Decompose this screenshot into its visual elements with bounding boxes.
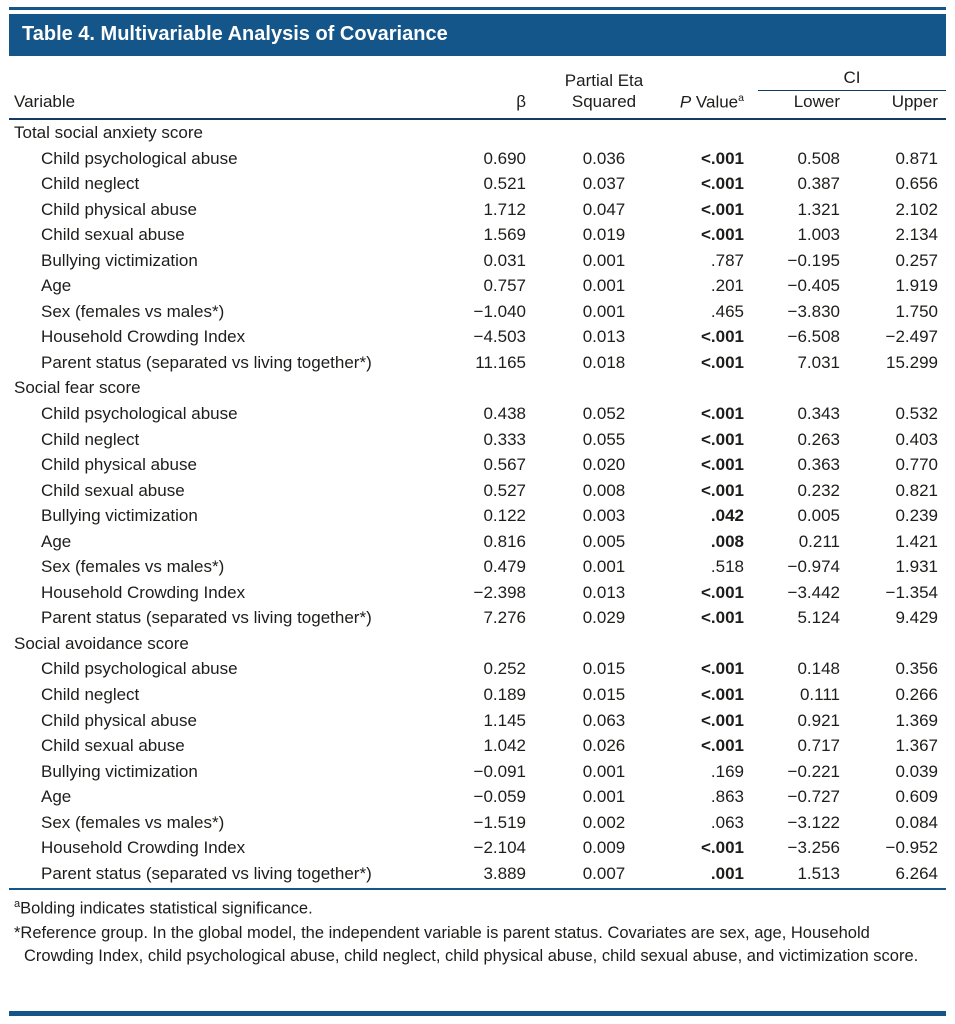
p-cell: <.001 [700, 710, 744, 730]
lower-cell: 0.921 [797, 710, 840, 730]
eta-cell: 0.055 [582, 429, 626, 449]
p-cell: .008 [710, 531, 744, 551]
beta-cell: 0.333 [483, 429, 526, 449]
eta-cell: 0.047 [582, 199, 626, 219]
variable-cell: Age [41, 276, 72, 296]
lower-cell: 1.003 [797, 225, 840, 245]
variable-cell: Parent status (separated vs living together*) [41, 352, 372, 372]
variable-cell: Household Crowding Index [41, 838, 246, 858]
beta-cell: 0.031 [483, 250, 526, 270]
variable-cell: Child psychological abuse [41, 659, 238, 679]
data-row [9, 657, 946, 683]
variable-cell: Bullying victimization [41, 250, 198, 270]
lower-cell: −0.974 [787, 557, 840, 577]
lower-cell: 0.508 [797, 148, 840, 168]
lower-cell: 0.232 [797, 480, 840, 500]
variable-cell: Age [41, 787, 72, 807]
p-value-rest: Value [695, 92, 739, 112]
top-rule [9, 7, 946, 10]
p-cell: <.001 [700, 582, 744, 602]
eta-cell: 0.019 [582, 225, 626, 245]
upper-cell: 0.403 [895, 429, 938, 449]
header-variable: Variable [9, 91, 464, 120]
upper-cell: 0.239 [895, 506, 938, 526]
data-row [9, 401, 946, 427]
data-row [9, 197, 946, 223]
variable-cell: Household Crowding Index [41, 582, 246, 602]
header-row-main [9, 91, 946, 120]
eta-cell: 0.007 [582, 863, 626, 883]
beta-cell: −2.398 [473, 582, 526, 602]
data-row [9, 580, 946, 606]
upper-cell: 0.770 [895, 455, 938, 475]
bottom-rule [9, 1011, 946, 1016]
upper-cell: 1.919 [895, 276, 938, 296]
header-spacer-p [660, 58, 758, 91]
table-header [9, 58, 946, 119]
beta-cell: −0.091 [473, 761, 526, 781]
upper-cell: 2.134 [895, 225, 938, 245]
header-row-group [9, 58, 946, 91]
eta-cell: 0.009 [582, 838, 626, 858]
lower-cell: −3.830 [787, 301, 840, 321]
data-row [9, 274, 946, 300]
eta-cell: 0.037 [582, 174, 626, 194]
footnote-reference-group [14, 922, 942, 968]
beta-cell: 0.438 [483, 404, 526, 424]
upper-cell: 0.609 [895, 787, 938, 807]
lower-cell: −3.122 [787, 812, 840, 832]
eta-cell: 0.026 [582, 736, 626, 756]
beta-cell: 1.042 [483, 736, 526, 756]
upper-cell: 0.266 [895, 685, 938, 705]
data-row [9, 682, 946, 708]
data-row [9, 733, 946, 759]
variable-cell: Sex (females vs males*) [41, 812, 225, 832]
beta-cell: 0.757 [483, 276, 526, 296]
lower-cell: 0.387 [797, 174, 840, 194]
data-row [9, 708, 946, 734]
header-partial-eta-line2: Squared [548, 91, 660, 120]
variable-cell: Child psychological abuse [41, 148, 238, 168]
beta-cell: 3.889 [483, 863, 526, 883]
lower-cell: 0.111 [799, 685, 840, 705]
variable-cell: Child neglect [41, 174, 140, 194]
footnote-star-text: Reference group. In the global model, the independent variable is parent status. Covariates are sex, age, Household Crowding Index, child psychological abuse, child neglect, child physical abuse, child sexual abuse, and victimization score. [20, 924, 919, 966]
upper-cell: 0.656 [895, 174, 938, 194]
eta-cell: 0.036 [582, 148, 626, 168]
footnote-a-marker: a [14, 897, 21, 910]
section-row [9, 631, 946, 657]
data-row [9, 171, 946, 197]
data-row [9, 350, 946, 376]
beta-cell: 1.712 [483, 199, 526, 219]
upper-cell: 15.299 [886, 352, 938, 372]
p-cell: <.001 [700, 736, 744, 756]
data-row [9, 325, 946, 351]
variable-cell: Child neglect [41, 429, 140, 449]
data-row [9, 222, 946, 248]
header-ci-upper: Upper [852, 91, 946, 120]
beta-cell: 0.189 [483, 685, 526, 705]
p-cell: .787 [710, 250, 744, 270]
table-title-bar [9, 14, 946, 56]
p-cell: <.001 [700, 404, 744, 424]
data-row [9, 836, 946, 862]
lower-cell: −3.442 [787, 582, 840, 602]
p-cell: .518 [710, 557, 744, 577]
p-cell: .863 [710, 787, 744, 807]
upper-cell: −0.952 [885, 838, 938, 858]
lower-cell: 0.148 [797, 659, 840, 679]
data-row [9, 529, 946, 555]
lower-cell: −0.221 [787, 761, 840, 781]
data-row [9, 555, 946, 581]
header-spacer-beta [464, 58, 548, 91]
eta-cell: 0.029 [582, 608, 626, 628]
lower-cell: −0.727 [787, 787, 840, 807]
beta-cell: −2.104 [473, 838, 526, 858]
eta-cell: 0.003 [582, 506, 626, 526]
upper-cell: 1.750 [895, 301, 938, 321]
beta-cell: 0.690 [483, 148, 526, 168]
p-value-superscript: a [738, 91, 744, 104]
beta-cell: −1.040 [473, 301, 526, 321]
lower-cell: 0.363 [797, 455, 840, 475]
p-cell: <.001 [700, 455, 744, 475]
lower-cell: −0.405 [787, 276, 840, 296]
lower-cell: 1.321 [797, 199, 840, 219]
p-cell: <.001 [700, 838, 744, 858]
beta-cell: 0.521 [483, 174, 526, 194]
lower-cell: 0.263 [797, 429, 840, 449]
header-ci-group: CI [758, 58, 946, 91]
eta-cell: 0.001 [582, 787, 626, 807]
lower-cell: −6.508 [787, 327, 840, 347]
beta-cell: 0.479 [483, 557, 526, 577]
variable-cell: Bullying victimization [41, 506, 198, 526]
beta-cell: 1.145 [483, 710, 526, 730]
p-value-italic-p: P [679, 92, 692, 112]
variable-cell: Parent status (separated vs living together*) [41, 608, 372, 628]
header-beta: β [464, 91, 548, 120]
p-cell: <.001 [700, 480, 744, 500]
upper-cell: −1.354 [885, 582, 938, 602]
lower-cell: −0.195 [787, 250, 840, 270]
upper-cell: 0.821 [895, 480, 938, 500]
section-label: Total social anxiety score [14, 123, 203, 142]
p-cell: .169 [710, 761, 744, 781]
lower-cell: 0.717 [797, 736, 840, 756]
variable-cell: Age [41, 531, 72, 551]
variable-cell: Child physical abuse [41, 710, 197, 730]
p-cell: <.001 [700, 685, 744, 705]
section-label: Social fear score [14, 378, 141, 398]
beta-cell: 0.527 [483, 480, 526, 500]
header-p-value [660, 91, 758, 120]
footnotes [9, 888, 946, 969]
variable-cell: Household Crowding Index [41, 327, 246, 347]
footnote-significance [14, 897, 942, 921]
data-row [9, 784, 946, 810]
eta-cell: 0.001 [582, 301, 626, 321]
section-label: Social avoidance score [14, 633, 189, 653]
p-cell: <.001 [700, 352, 744, 372]
data-row [9, 146, 946, 172]
variable-cell: Child sexual abuse [41, 480, 185, 500]
upper-cell: 1.367 [895, 736, 938, 756]
lower-cell: 7.031 [797, 352, 840, 372]
p-cell: <.001 [700, 148, 744, 168]
upper-cell: 0.257 [895, 250, 938, 270]
lower-cell: −3.256 [787, 838, 840, 858]
eta-cell: 0.001 [582, 250, 626, 270]
p-cell: <.001 [700, 327, 744, 347]
eta-cell: 0.013 [582, 582, 626, 602]
beta-cell: 0.567 [483, 455, 526, 475]
p-cell: .063 [710, 812, 744, 832]
upper-cell: 6.264 [895, 863, 938, 883]
p-cell: .042 [710, 506, 744, 526]
section-row [9, 376, 946, 402]
variable-cell: Sex (females vs males*) [41, 557, 225, 577]
data-row [9, 606, 946, 632]
upper-cell: 1.931 [895, 557, 938, 577]
upper-cell: 9.429 [895, 608, 938, 628]
lower-cell: 5.124 [797, 608, 840, 628]
beta-cell: 0.252 [483, 659, 526, 679]
data-row [9, 248, 946, 274]
table-body [9, 119, 946, 886]
footnote-a-text: Bolding indicates statistical significance. [20, 899, 313, 918]
p-cell: <.001 [700, 199, 744, 219]
data-row [9, 478, 946, 504]
eta-cell: 0.001 [582, 557, 626, 577]
variable-cell: Sex (females vs males*) [41, 301, 225, 321]
beta-cell: 7.276 [483, 608, 526, 628]
p-cell: <.001 [700, 429, 744, 449]
lower-cell: 0.211 [798, 531, 840, 551]
ancova-table [9, 58, 946, 887]
data-row [9, 427, 946, 453]
p-cell: <.001 [700, 225, 744, 245]
header-ci-lower: Lower [758, 91, 852, 120]
eta-cell: 0.001 [582, 761, 626, 781]
upper-cell: 2.102 [895, 199, 938, 219]
p-cell: <.001 [700, 608, 744, 628]
variable-cell: Child neglect [41, 685, 140, 705]
eta-cell: 0.052 [582, 404, 626, 424]
upper-cell: 1.421 [895, 531, 938, 551]
footnote-star-marker: * [14, 924, 21, 943]
beta-cell: −1.519 [473, 812, 526, 832]
beta-cell: −0.059 [473, 787, 526, 807]
p-cell: .465 [710, 301, 744, 321]
variable-cell: Parent status (separated vs living together*) [41, 863, 372, 883]
eta-cell: 0.015 [582, 685, 626, 705]
eta-cell: 0.015 [582, 659, 626, 679]
eta-cell: 0.008 [582, 480, 626, 500]
eta-cell: 0.063 [582, 710, 626, 730]
data-row [9, 759, 946, 785]
upper-cell: −2.497 [885, 327, 938, 347]
lower-cell: 0.343 [797, 404, 840, 424]
data-row [9, 861, 946, 887]
section-row [9, 119, 946, 146]
upper-cell: 0.356 [895, 659, 938, 679]
upper-cell: 1.369 [895, 710, 938, 730]
upper-cell: 0.039 [895, 761, 938, 781]
variable-cell: Child psychological abuse [41, 404, 238, 424]
p-cell: .001 [710, 863, 744, 883]
upper-cell: 0.871 [895, 148, 938, 168]
variable-cell: Bullying victimization [41, 761, 198, 781]
beta-cell: 0.816 [483, 531, 526, 551]
data-row [9, 503, 946, 529]
data-row [9, 452, 946, 478]
variable-cell: Child sexual abuse [41, 225, 185, 245]
data-row [9, 299, 946, 325]
p-cell: <.001 [700, 174, 744, 194]
variable-cell: Child physical abuse [41, 199, 197, 219]
p-cell: <.001 [700, 659, 744, 679]
upper-cell: 0.532 [895, 404, 938, 424]
beta-cell: 0.122 [483, 506, 526, 526]
variable-cell: Child sexual abuse [41, 736, 185, 756]
beta-cell: 1.569 [483, 225, 526, 245]
lower-cell: 0.005 [797, 506, 840, 526]
header-partial-eta-line1: Partial Eta [564, 70, 644, 90]
upper-cell: 0.084 [895, 812, 938, 832]
eta-cell: 0.018 [582, 352, 626, 372]
eta-cell: 0.001 [582, 276, 626, 296]
lower-cell: 1.513 [797, 863, 840, 883]
beta-cell: −4.503 [473, 327, 526, 347]
eta-cell: 0.005 [582, 531, 626, 551]
variable-cell: Child physical abuse [41, 455, 197, 475]
beta-cell: 11.165 [475, 352, 526, 372]
eta-cell: 0.020 [582, 455, 626, 475]
table-title: Table 4. Multivariable Analysis of Covariance [22, 23, 448, 45]
eta-cell: 0.002 [582, 812, 626, 832]
data-row [9, 810, 946, 836]
header-spacer-variable [9, 58, 464, 91]
p-cell: .201 [710, 276, 744, 296]
eta-cell: 0.013 [582, 327, 626, 347]
